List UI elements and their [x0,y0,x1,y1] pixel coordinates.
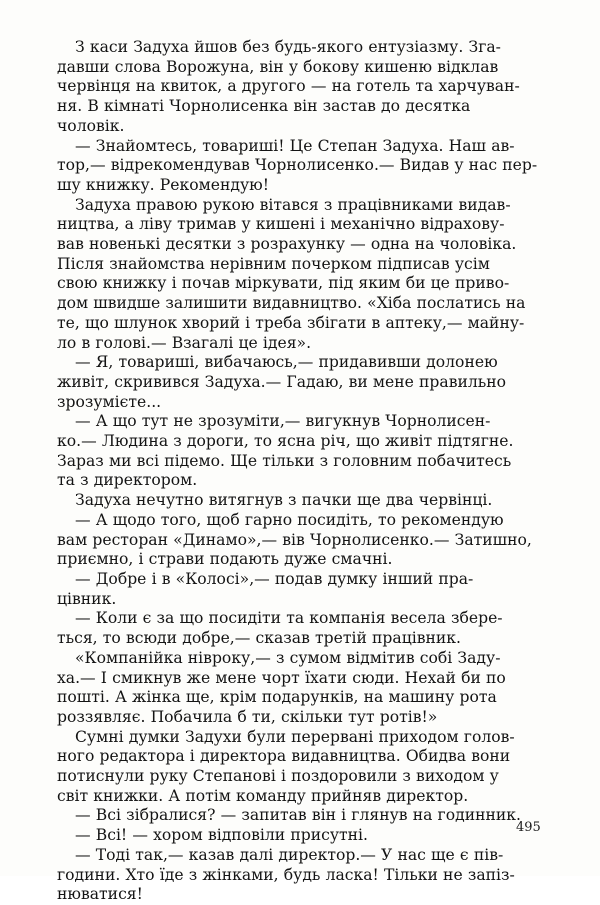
page-number: 495 [516,820,541,835]
paragraph: — А що тут не зрозуміти,— вигукнув Чорнолисен- ко.— Людина з дороги, то ясна річ, що живіт підтягне. Зараз ми всі підемо. Ще тільки з головним побачитесь та з директором. [57,412,514,490]
paragraph: З каси Задуха йшов без будь-якого ентузіазму. Зга- давши слова Ворожуна, він у бокову кишеню відклав червінця на квиток, а другого — на готель та харчуван- ня. В кімнаті Чорнолисенка він застав до десятка чоловік. [57,38,520,135]
paragraph: — Всі зібралися? — запитав він і глянув на годинник. [75,806,521,825]
paragraph: «Компанійка нівроку,— з сумом відмітив собі Заду- ха.— І смикнув же мене чорт їхати сюди. Нехай би по пошті. А жінка ще, крім подарунків, на машину рота роззявляє. Побачила б ти, скільки тут ротів!» [57,648,506,726]
paragraph: Сумні думки Задухи були перервані приходом голов- ного редактора і директора видавництва. Обидва вони потиснули руку Степанові і поздоровили з виходом у світ книжки. А потім команду прийняв директор. [57,727,515,805]
paragraph: — Я, товариші, вибачаюсь,— придавивши долонею живіт, скривився Задуха.— Гадаю, ви мене правильно зрозумієте... [57,353,507,411]
paragraph: Задуха нечутно витягнув з пачки ще два червінці. [75,491,493,510]
paragraph: — Тоді так,— казав далі директор.— У нас ще є пів- години. Хто їде з жінками, будь ласка! Тільки не запіз- нюватися! [57,845,515,904]
body-text [57,38,544,905]
paragraph: — Коли є за що посидіти та компанія весела збере- ться, то всюди добре,— сказав третій працівник. [57,609,503,648]
paragraph: Задуха правою рукою вітався з працівниками видав- ництва, а ліву тримав у кишені і механічно відрахову- вав новенькі десятки з розрахунку — одна на чоловіка. Після знайомства нерівним почерком підписав усім свою книжку і почав міркувати, під яким би це приво- дом швидше залишити видавництво. «Хіба послатись на те, що шлунок хворий і треба збігати в аптеку,— майну- ло в голові.— Взагалі це ідея». [57,195,526,352]
paragraph: — А щодо того, щоб гарно посидіть, то рекомендую вам ресторан «Динамо»,— вів Чорнолисенко.— Затишно, приємно, і страви подають дуже смачні. [57,510,532,569]
paragraph: — Знайомтесь, товариші! Це Степан Задуха. Наш ав- тор,— відрекомендував Чорнолисенко.— Видав у нас пер- шу книжку. Рекомендую! [57,136,538,194]
paragraph: — Добре і в «Колосі»,— подав думку інший пра- цівник. [57,569,474,608]
paragraph: — Всі! — хором відповіли присутні. [75,826,368,845]
